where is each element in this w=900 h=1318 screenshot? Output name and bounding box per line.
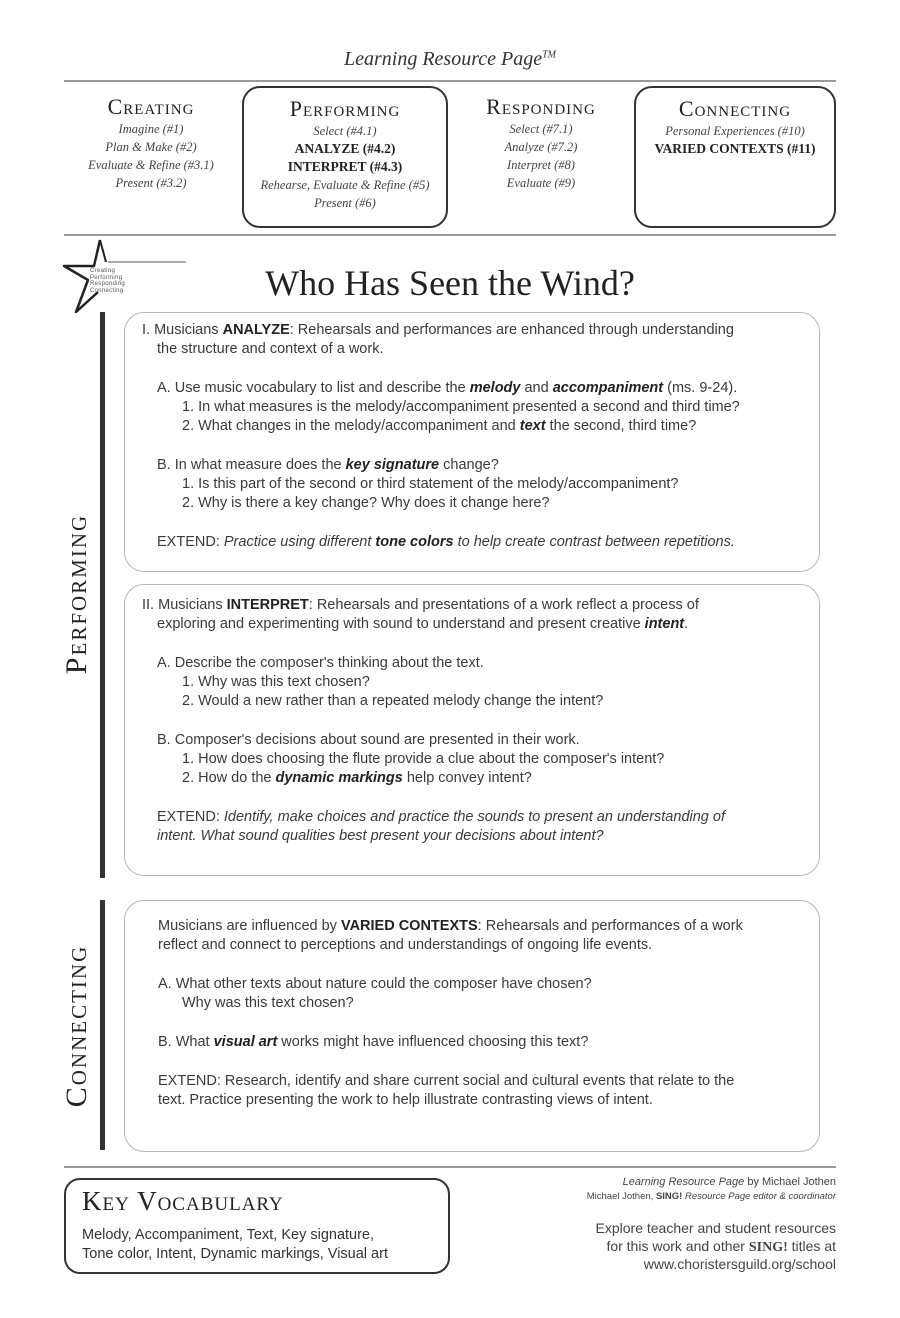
responding-heading: Responding [486, 94, 596, 119]
analyze-item-a: A. Use music vocabulary to list and describe the melody and accompaniment (ms. 9-24). [157, 380, 738, 396]
interpret-item-a1: 1. Why was this text chosen? [182, 674, 370, 690]
connecting-item-b: B. What visual art works might have influenced choosing this text? [158, 1034, 589, 1050]
analyze-item-b: B. In what measure does the key signature change? [157, 457, 499, 473]
interpret-extend: EXTEND: Identify, make choices and practice the sounds to present an understanding of [157, 809, 725, 825]
creating-heading: Creating [107, 94, 195, 119]
page-title: Who Has Seen the Wind? [265, 263, 635, 303]
connecting-column [634, 86, 836, 228]
performing-item-bold: INTERPRET (#4.3) [287, 159, 403, 174]
analyze-intro: I. Musicians ANALYZE: Rehearsals and performances are enhanced through understanding [142, 322, 734, 338]
interpret-item-b: B. Composer's decisions about sound are presented in their work. [157, 732, 580, 748]
connecting-intro-cont: reflect and connect to perceptions and understandings of ongoing life events. [158, 937, 653, 953]
analyze-item-a2: 2. What changes in the melody/accompaniment and text the second, third time? [182, 418, 697, 434]
connecting-item-a: A. What other texts about nature could the composer have chosen? [158, 976, 592, 992]
analyze-item-a1: 1. In what measures is the melody/accompaniment presented a second and third time? [182, 399, 740, 415]
connecting-intro: Musicians are influenced by VARIED CONTEXTS: Rehearsals and performances of a work [158, 918, 743, 934]
analyze-item-b1: 1. Is this part of the second or third statement of the melody/accompaniment? [182, 476, 679, 492]
connecting-item-a-cont: Why was this text chosen? [182, 995, 354, 1011]
resources-line: Explore teacher and student resources [595, 1220, 836, 1236]
page-header-title: Learning Resource Page™ [343, 48, 556, 70]
responding-item: Evaluate (#9) [506, 176, 576, 190]
interpret-item-b1: 1. How does choosing the flute provide a clue about the composer's intent? [182, 751, 665, 767]
performing-heading: Performing [289, 96, 401, 121]
performing-item: Present (#6) [314, 196, 376, 210]
connecting-extend-cont: text. Practice presenting the work to help illustrate contrasting views of intent. [158, 1092, 653, 1108]
credit-author: Learning Resource Page by Michael Jothen [622, 1176, 836, 1188]
credit-editor: Michael Jothen, SING! Resource Page editor & coordinator [586, 1191, 836, 1202]
responding-item: Interpret (#8) [507, 158, 575, 172]
logo-words: Creating Performing Responding Connecting [90, 268, 126, 294]
key-vocabulary-list: Melody, Accompaniment, Text, Key signature, Tone color, Intent, Dynamic markings, Visual art [82, 1227, 388, 1262]
connecting-item-bold: VARIED CONTEXTS (#11) [654, 141, 816, 156]
website-link[interactable]: www.choristersguild.org/school [643, 1256, 836, 1272]
interpret-intro: II. Musicians INTERPRET: Rehearsals and presentations of a work reflect a process of [142, 597, 699, 613]
connecting-side-label: Connecting [60, 944, 93, 1108]
footer-divider [64, 1166, 836, 1168]
connecting-extend: EXTEND: Research, identify and share current social and cultural events that relate to the [158, 1073, 735, 1089]
interpret-item-b2: 2. How do the dynamic markings help convey intent? [182, 770, 532, 786]
creating-item: Plan & Make (#2) [105, 140, 197, 154]
interpret-extend-cont: intent. What sound qualities best present your decisions about intent? [157, 828, 604, 844]
analyze-intro-cont: the structure and context of a work. [157, 341, 384, 357]
performing-column [242, 86, 448, 228]
responding-column [448, 86, 634, 228]
responding-item: Analyze (#7.2) [504, 140, 578, 154]
connecting-heading: Connecting [678, 96, 792, 121]
creating-item: Evaluate & Refine (#3.1) [88, 158, 214, 172]
resources-line-2: for this work and other SING! titles at [606, 1238, 836, 1255]
performing-side-bar [100, 312, 105, 878]
performing-side-label: Performing [60, 513, 93, 675]
creating-item: Imagine (#1) [118, 122, 184, 136]
analyze-extend: EXTEND: Practice using different tone colors to help create contrast between repetitions. [157, 534, 735, 550]
creating-item: Present (#3.2) [115, 176, 187, 190]
performing-item: Rehearse, Evaluate & Refine (#5) [260, 178, 430, 192]
interpret-item-a: A. Describe the composer's thinking about the text. [157, 655, 484, 671]
performing-item-bold: ANALYZE (#4.2) [294, 141, 396, 156]
interpret-item-a2: 2. Would a new rather than a repeated melody change the intent? [182, 693, 604, 709]
performing-item: Select (#4.1) [313, 124, 377, 138]
analyze-item-b2: 2. Why is there a key change? Why does it change here? [182, 495, 550, 511]
connecting-item: Personal Experiences (#10) [665, 124, 805, 138]
connecting-side-bar [100, 900, 105, 1150]
responding-item: Select (#7.1) [509, 122, 573, 136]
interpret-intro-cont: exploring and experimenting with sound to understand and present creative intent. [157, 616, 689, 632]
header-divider [64, 80, 836, 82]
key-vocabulary-heading: Key Vocabulary [82, 1186, 284, 1216]
creating-column [60, 86, 242, 228]
